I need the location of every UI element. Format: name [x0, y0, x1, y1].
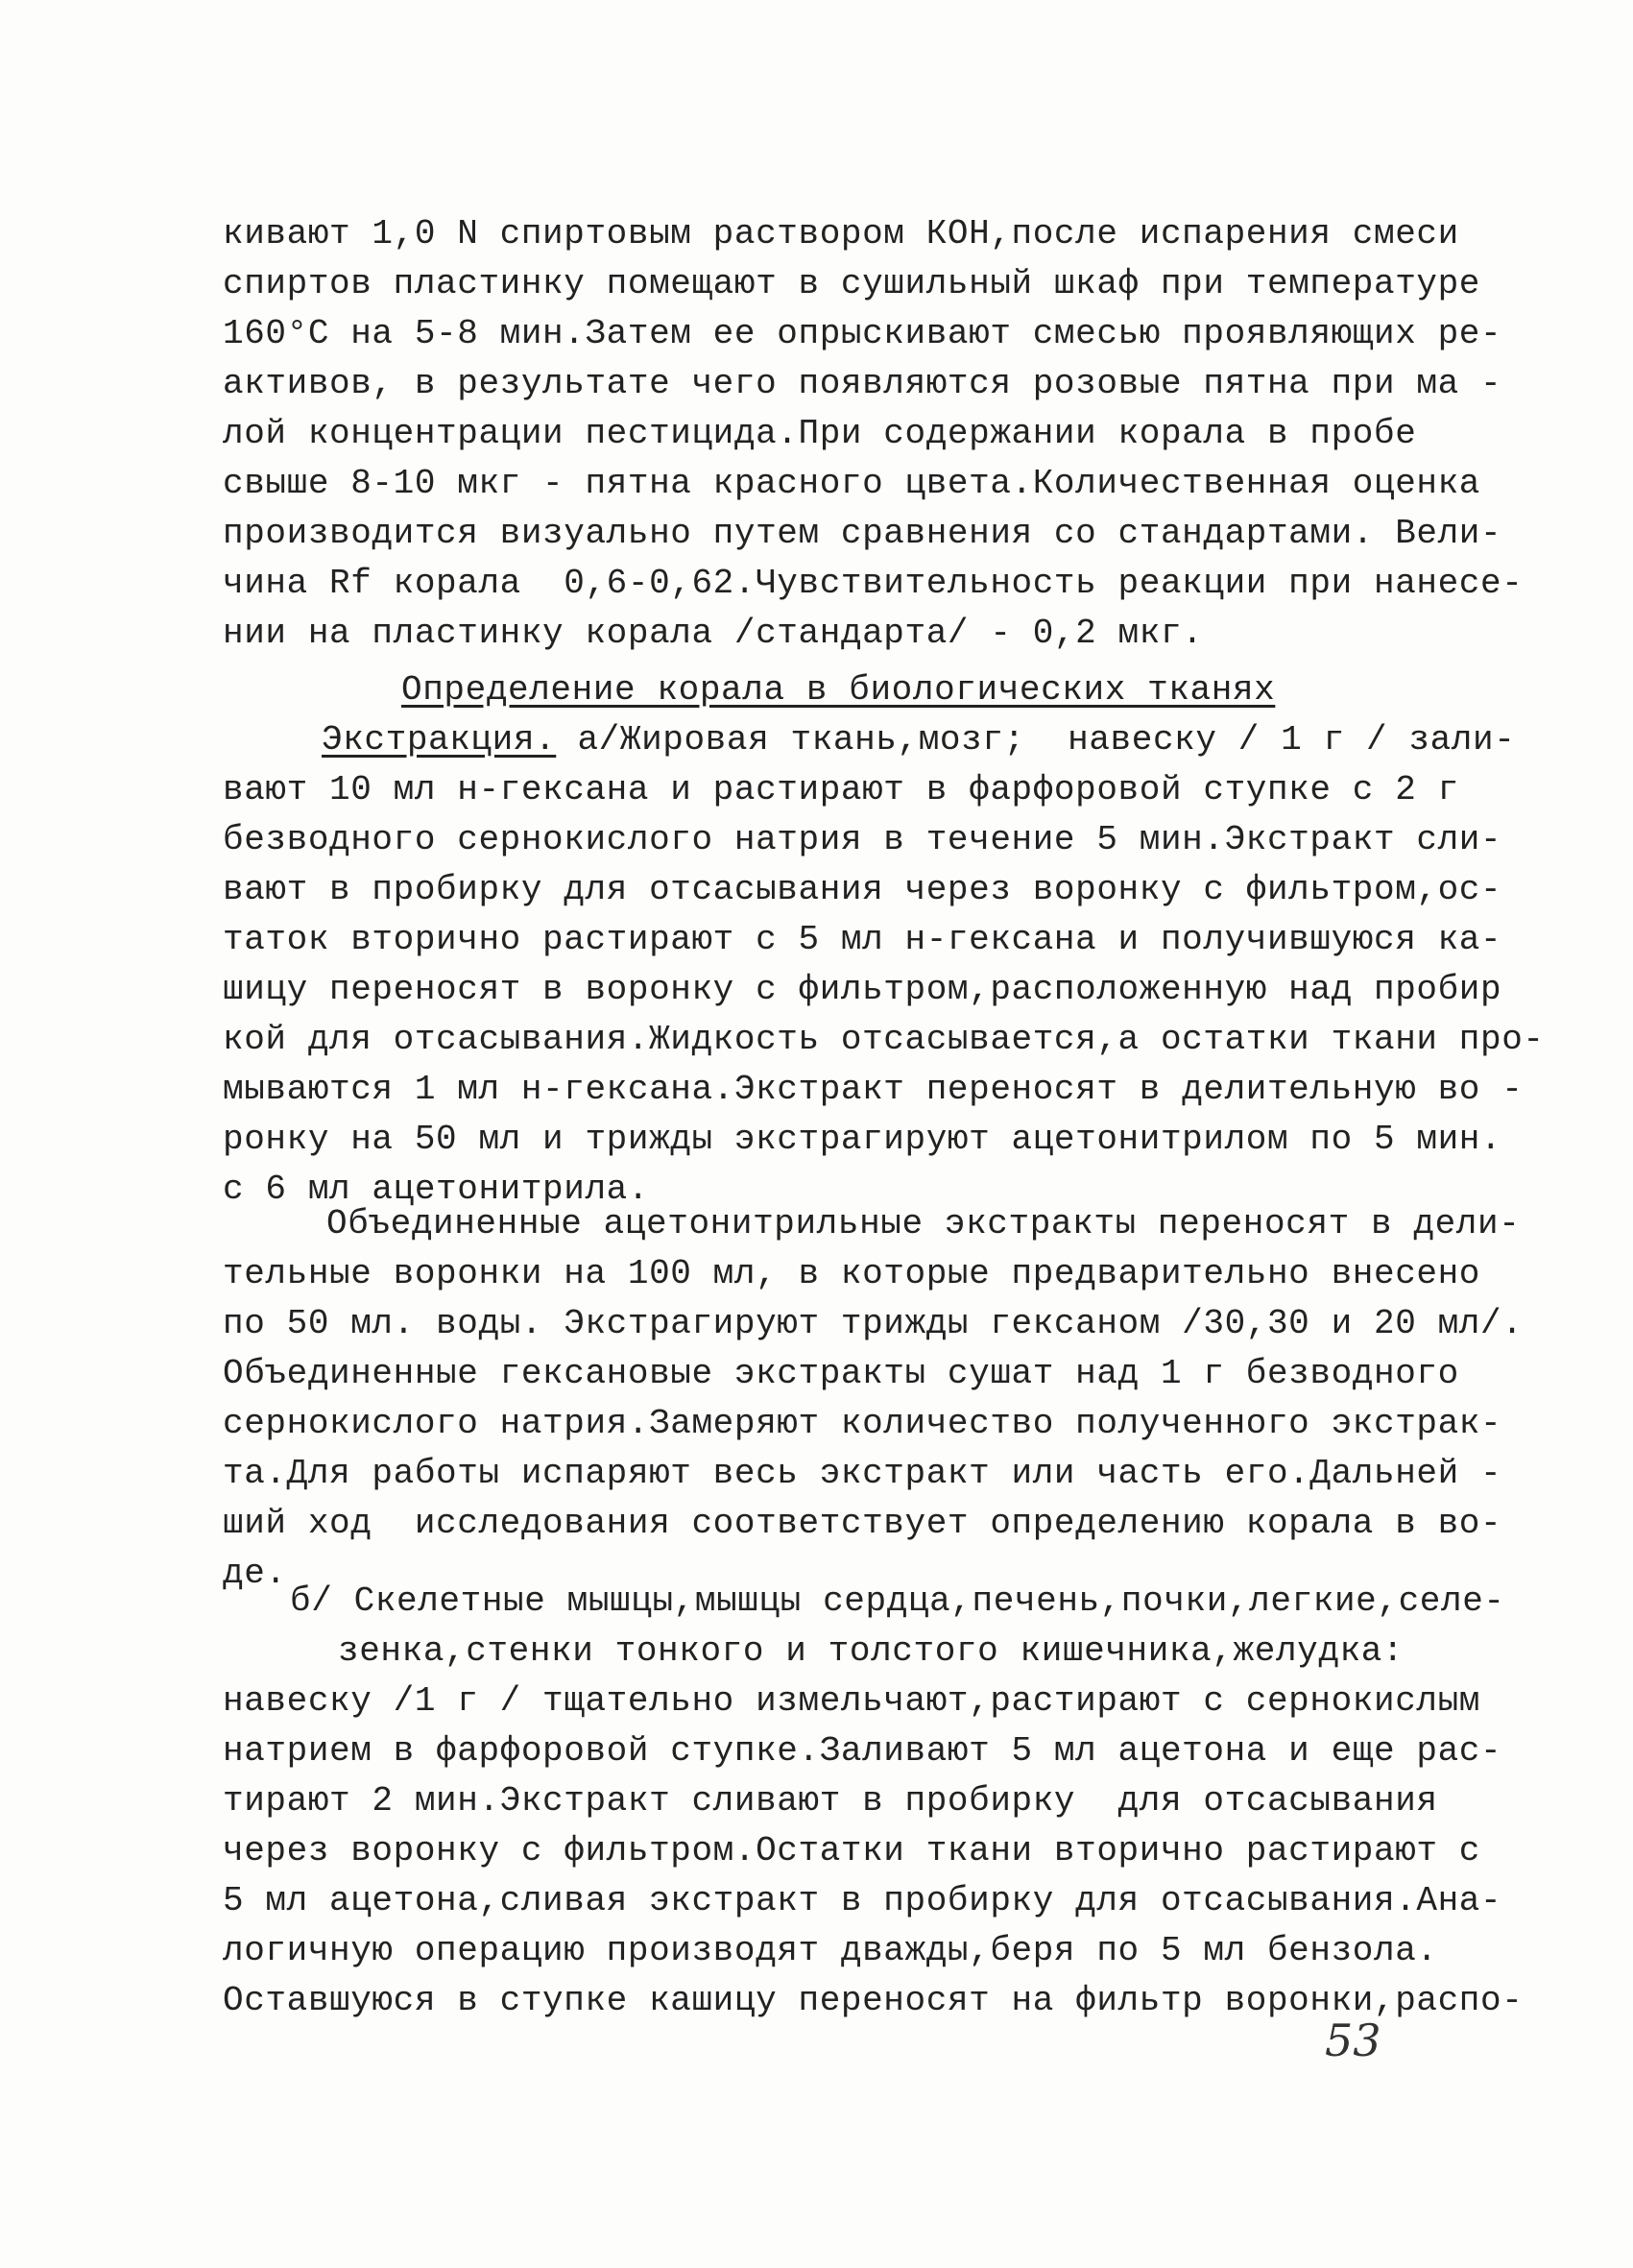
section-heading: Определение корала в биологических тканях — [401, 670, 1276, 710]
text-line: тельные воронки на 100 мл, в которые предварительно внесено — [223, 1254, 1481, 1293]
text-line: 160°С на 5-8 мин.Затем ее опрыскивают смесью проявляющих ре- — [223, 314, 1502, 353]
text-line: через воронку с фильтром.Остатки ткани вторично растирают с — [223, 1831, 1481, 1870]
text-line: спиртов пластинку помещают в сушильный шкаф при температуре — [223, 264, 1481, 303]
text-line: ронку на 50 мл и трижды экстрагируют ацетонитрилом по 5 мин. — [223, 1120, 1502, 1159]
text-line: Объединенные гексановые экстракты сушат над 1 г безводного — [223, 1354, 1459, 1393]
text-line: Оставшуюся в ступке кашицу переносят на фильтр воронки,распо- — [223, 1981, 1524, 2020]
text-line: вают в пробирку для отсасывания через воронку с фильтром,ос- — [223, 870, 1502, 909]
extraction-first-line — [322, 716, 1515, 764]
text-line: мываются 1 мл н-гексана.Экстракт переносят в делительную во - — [223, 1070, 1524, 1109]
text-line: б/ Скелетные мышцы,мышцы сердца,печень,почки,легкие,селе- — [290, 1581, 1505, 1621]
text-line: ший ход исследования соответствует определению корала в во- — [223, 1504, 1502, 1543]
text-line: тирают 2 мин.Экстракт сливают в пробирку для отсасывания — [223, 1781, 1438, 1821]
text-line: навеску /1 г / тщательно измельчают,растирают с сернокислым — [223, 1681, 1481, 1721]
text-line: производится визуально путем сравнения со стандартами. Вели- — [223, 514, 1502, 553]
text-line: нии на пластинку корала /стандарта/ - 0,2 мкг. — [223, 614, 1204, 653]
text-line: 5 мл ацетона,сливая экстракт в пробирку для отсасывания.Ана- — [223, 1881, 1502, 1920]
text-line: лой концентрации пестицида.При содержании корала в пробе — [223, 414, 1417, 453]
text-line: кой для отсасывания.Жидкость отсасывается,а остатки ткани про- — [223, 1020, 1545, 1059]
text-line: кивают 1,0 N спиртовым раствором КОН,после испарения смеси — [223, 214, 1459, 253]
text-line: чина Rf корала 0,6-0,62.Чувствительность реакции при нанесе- — [223, 564, 1524, 603]
text-line: Объединенные ацетонитрильные экстракты переносят в дели- — [326, 1204, 1521, 1243]
text-line: зенка,стенки тонкого и толстого кишечника,желудка: — [338, 1631, 1405, 1671]
text-line: вают 10 мл н-гексана и растирают в фарфоровой ступке с 2 г — [223, 770, 1459, 809]
page-number: 53 — [1325, 2015, 1381, 2066]
text-line: логичную операцию производят дважды,беря по 5 мл бензола. — [223, 1931, 1438, 1970]
text-line: таток вторично растирают с 5 мл н-гексана и получившуюся ка- — [223, 920, 1502, 959]
text-line: безводного сернокислого натрия в течение 5 мин.Экстракт сли- — [223, 820, 1502, 859]
extraction-first-line-rest: а/Жировая ткань,мозг; навеску / 1 г / зали- — [556, 720, 1516, 760]
text-line: де. — [223, 1554, 287, 1593]
text-line: та.Для работы испаряют весь экстракт или часть его.Дальней - — [223, 1454, 1502, 1493]
text-line: по 50 мл. воды. Экстрагируют трижды гексаном /30,30 и 20 мл/. — [223, 1304, 1524, 1343]
text-line: активов, в результате чего появляются розовые пятна при ма - — [223, 364, 1502, 403]
text-line: свыше 8-10 мкг - пятна красного цвета.Количественная оценка — [223, 464, 1481, 503]
extraction-label: Экстракция. — [322, 720, 557, 760]
text-line: с 6 мл ацетонитрила. — [223, 1170, 650, 1209]
text-line: натрием в фарфоровой ступке.Заливают 5 мл ацетона и еще рас- — [223, 1731, 1502, 1771]
text-line: шицу переносят в воронку с фильтром,расположенную над пробир — [223, 970, 1502, 1009]
text-line: сернокислого натрия.Замеряют количество полученного экстрак- — [223, 1404, 1502, 1443]
